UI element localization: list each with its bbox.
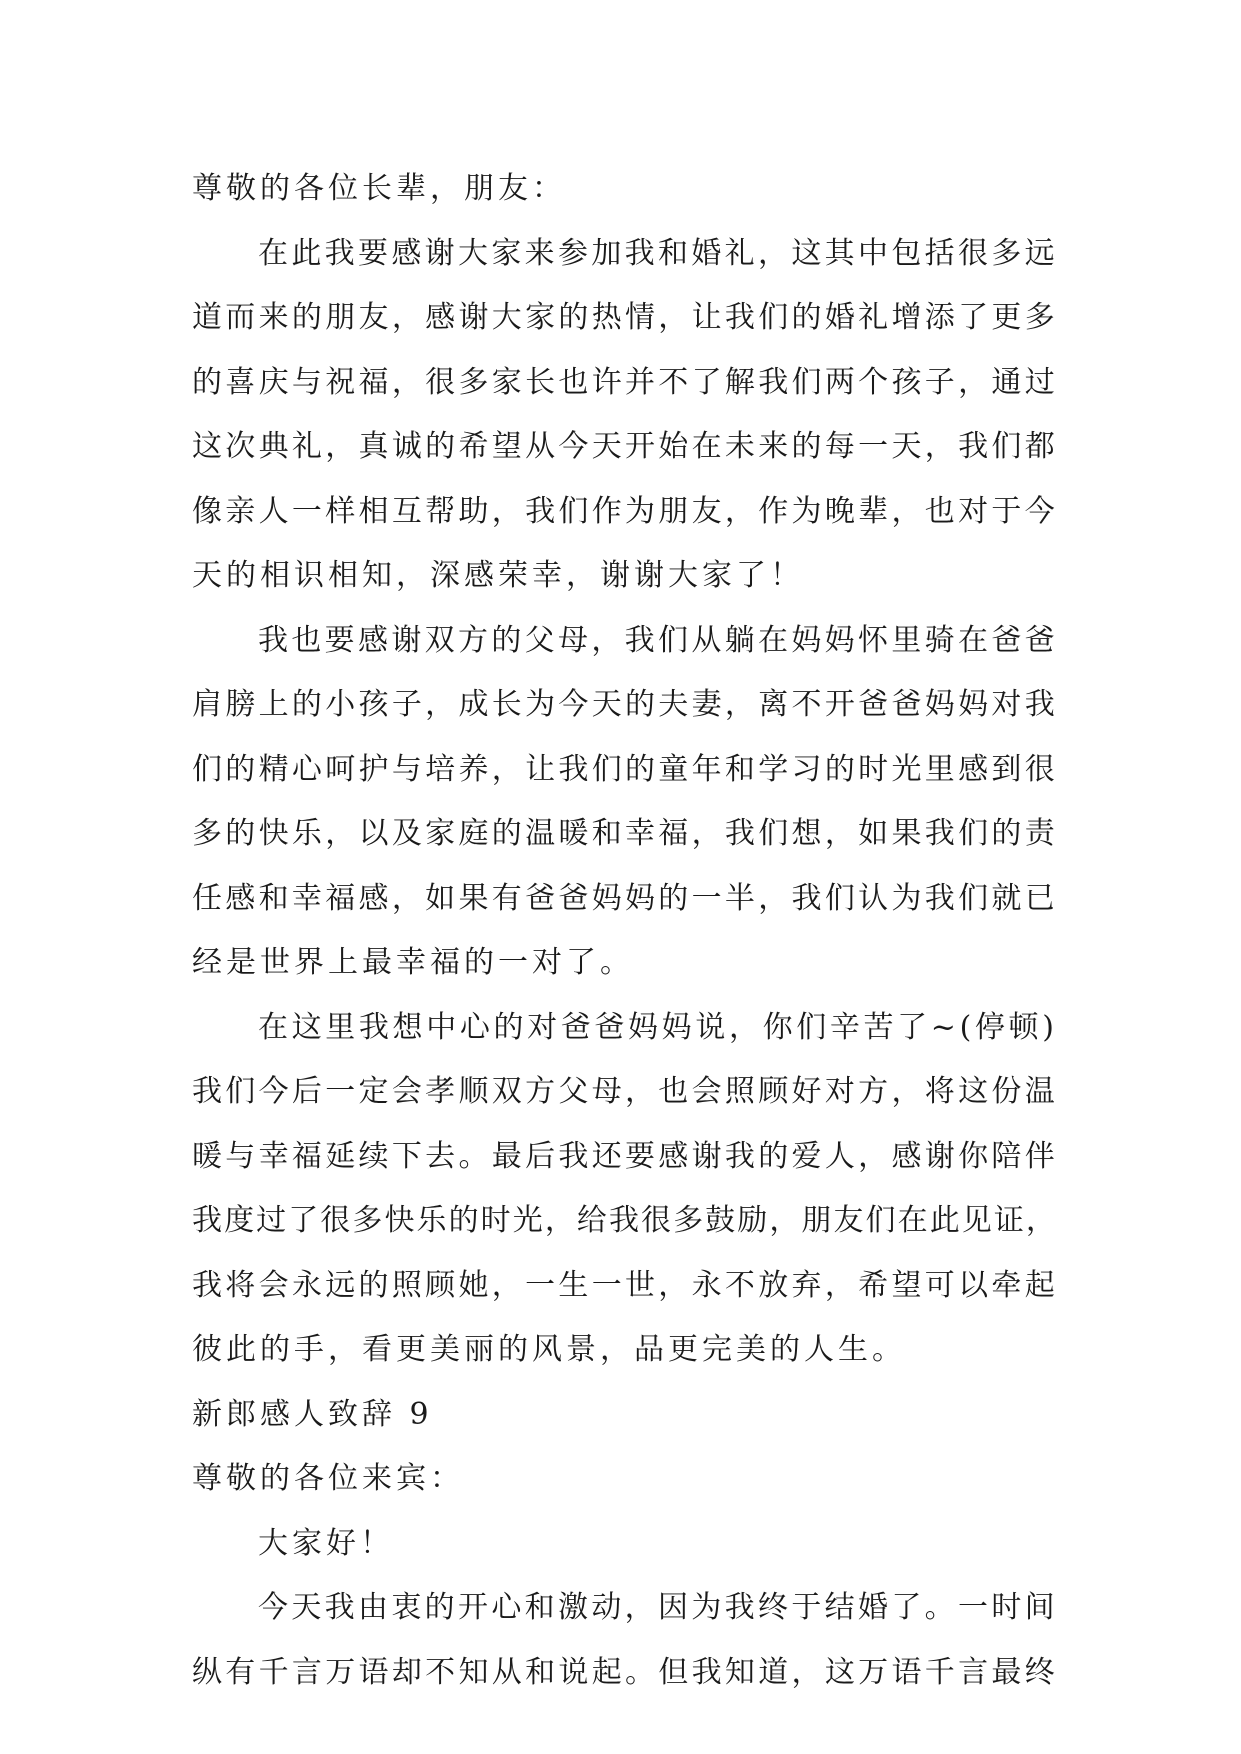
text-line: 多的快乐，以及家庭的温暖和幸福，我们想，如果我们的责 xyxy=(192,816,1058,851)
text-line: 尊敬的各位来宾： xyxy=(192,1461,464,1496)
text-line: 道而来的朋友，感谢大家的热情，让我们的婚礼增添了更多 xyxy=(192,300,1058,335)
text-line: 我将会永远的照顾她，一生一世，永不放弃，希望可以牵起 xyxy=(192,1267,1058,1303)
text-line: 我也要感谢双方的父母，我们从躺在妈妈怀里骑在爸爸 xyxy=(258,622,1058,658)
text-line: 在此我要感谢大家来参加我和婚礼，这其中包括很多远 xyxy=(258,235,1058,271)
text-line: 经是世界上最幸福的一对了。 xyxy=(192,945,634,980)
text-line: 肩膀上的小孩子，成长为今天的夫妻，离不开爸爸妈妈对我 xyxy=(192,687,1058,722)
text-line: 的喜庆与祝福，很多家长也许并不了解我们两个孩子，通过 xyxy=(192,364,1058,400)
text-line: 们的精心呵护与培养，让我们的童年和学习的时光里感到很 xyxy=(192,751,1058,787)
text-line: 今天我由衷的开心和激动，因为我终于结婚了。一时间 xyxy=(258,1590,1058,1625)
text-line: 我度过了很多快乐的时光，给我很多鼓励，朋友们在此见证， xyxy=(192,1203,1058,1238)
text-line: 像亲人一样相互帮助，我们作为朋友，作为晚辈，也对于今 xyxy=(192,493,1058,529)
text-line: 尊敬的各位长辈，朋友： xyxy=(192,171,566,206)
text-line: 纵有千言万语却不知从和说起。但我知道，这万语千言最终 xyxy=(192,1654,1058,1690)
text-line: 暖与幸福延续下去。最后我还要感谢我的爱人，感谢你陪伴 xyxy=(192,1138,1058,1174)
text-line: 天的相识相知，深感荣幸，谢谢大家了！ xyxy=(192,558,804,593)
text-line: 任感和幸福感，如果有爸爸妈妈的一半，我们认为我们就已 xyxy=(192,880,1058,916)
text-line: 大家好！ xyxy=(258,1525,394,1561)
text-line: 我们今后一定会孝顺双方父母，也会照顾好对方，将这份温 xyxy=(192,1074,1058,1109)
document-body xyxy=(192,157,1058,1705)
text-line: 这次典礼，真诚的希望从今天开始在未来的每一天，我们都 xyxy=(192,429,1058,464)
text-line: 彼此的手，看更美丽的风景，品更完美的人生。 xyxy=(192,1332,906,1367)
text-line: 在这里我想中心的对爸爸妈妈说，你们辛苦了~(停顿) xyxy=(258,1009,1058,1045)
text-line: 新郎感人致辞 9 xyxy=(192,1396,433,1432)
